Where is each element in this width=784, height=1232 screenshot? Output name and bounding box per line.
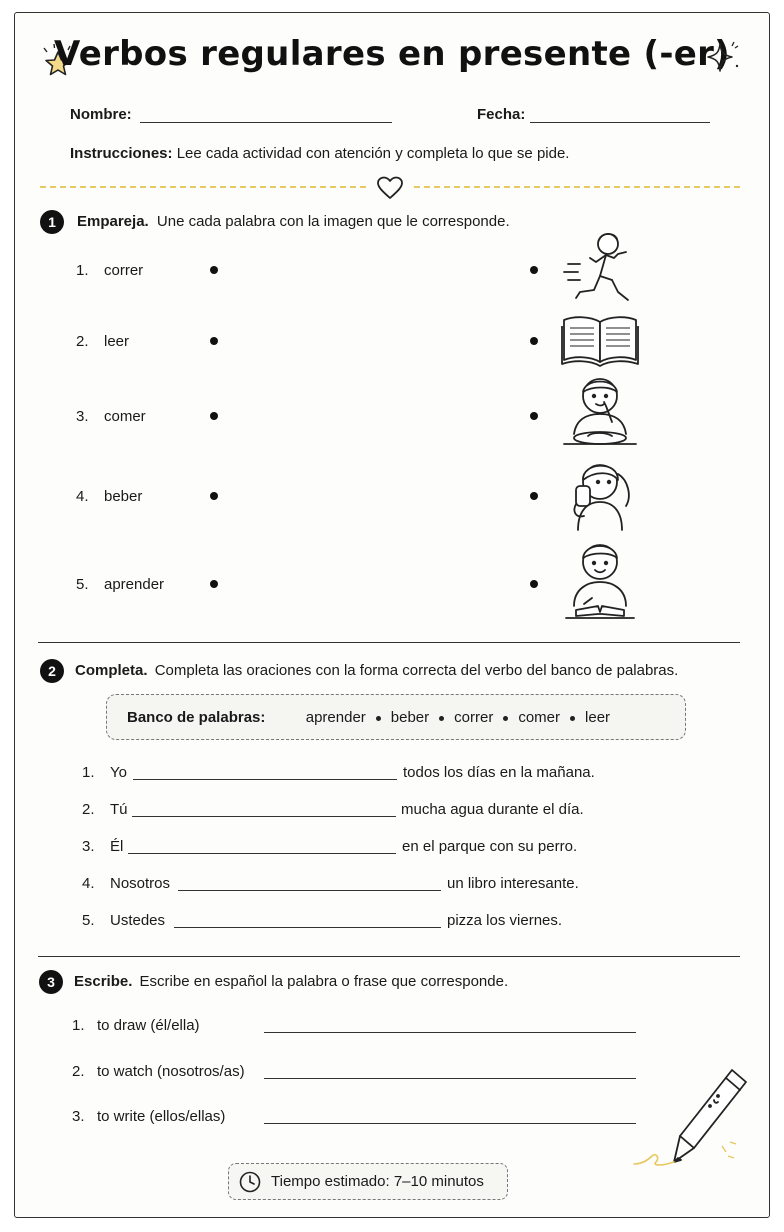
match-word-2: leer [104, 333, 130, 350]
match-dot-right-1[interactable] [530, 266, 538, 274]
word-bank-content [127, 709, 610, 726]
sentence-number-1: 1. [82, 764, 95, 781]
bullet [503, 716, 508, 721]
word-bank-word: aprender [305, 709, 366, 726]
translate-number-3: 3. [72, 1108, 85, 1125]
match-dot-right-5[interactable] [530, 580, 538, 588]
name-field[interactable] [140, 122, 392, 123]
translate-prompt-3: to write (ellos/ellas) [97, 1108, 226, 1125]
sentence-subject-1: Yo [110, 764, 127, 781]
sentence-blank-2[interactable] [132, 816, 396, 817]
date-label: Fecha: [477, 106, 526, 123]
running-boy-icon [562, 228, 638, 310]
match-word-5: aprender [104, 576, 165, 593]
section-1-heading [77, 213, 510, 230]
translate-prompt-2: to watch (nosotros/as) [97, 1063, 245, 1080]
section-2-number: 2 [40, 659, 64, 683]
pencil-icon [634, 1064, 758, 1174]
instructions-label: Instrucciones: [70, 145, 173, 162]
bullet [376, 716, 381, 721]
section-2-instruction: Completa las oraciones con la forma correcta del verbo del banco de palabras. [154, 662, 679, 679]
sentence-number-2: 2. [82, 801, 95, 818]
date-field[interactable] [530, 122, 710, 123]
sentence-subject-4: Nosotros [110, 875, 171, 892]
studying-boy-icon [562, 538, 638, 620]
sentence-number-5: 5. [82, 912, 95, 929]
sentence-blank-5[interactable] [174, 927, 441, 928]
match-dot-right-2[interactable] [530, 337, 538, 345]
sentence-subject-3: Él [110, 838, 124, 855]
match-dot-right-4[interactable] [530, 492, 538, 500]
match-dot-left-4[interactable] [210, 492, 218, 500]
match-number-2: 2. [76, 333, 89, 350]
translate-answer-3[interactable] [264, 1123, 636, 1124]
sparkle-icon [704, 38, 744, 78]
sentence-rest-3: en el parque con su perro. [402, 838, 578, 855]
match-dot-right-3[interactable] [530, 412, 538, 420]
eating-boy-icon [560, 372, 640, 448]
match-dot-left-5[interactable] [210, 580, 218, 588]
section-3-heading [74, 973, 508, 990]
word-bank [106, 694, 686, 740]
section-1-title: Empareja. [77, 213, 149, 230]
match-number-4: 4. [76, 488, 89, 505]
section-1-instruction: Une cada palabra con la imagen que le corresponde. [156, 213, 510, 230]
dashed-divider-right [414, 186, 740, 188]
sentence-blank-3[interactable] [128, 853, 396, 854]
sentence-subject-2: Tú [110, 801, 128, 818]
bullet [570, 716, 575, 721]
translate-answer-2[interactable] [264, 1078, 636, 1079]
bullet [439, 716, 444, 721]
section-3-number: 3 [39, 970, 63, 994]
instructions-text: Lee cada actividad con atención y completa lo que se pide. [176, 145, 570, 162]
drinking-girl-icon [562, 456, 638, 532]
match-word-3: comer [104, 408, 146, 425]
word-bank-word: leer [585, 709, 611, 726]
sentence-subject-5: Ustedes [110, 912, 166, 929]
word-bank-word: correr [454, 709, 494, 726]
match-dot-left-1[interactable] [210, 266, 218, 274]
match-number-3: 3. [76, 408, 89, 425]
section-2-heading [75, 662, 678, 679]
section-divider-1 [38, 642, 740, 643]
sentence-number-4: 4. [82, 875, 95, 892]
dashed-divider-left [40, 186, 366, 188]
match-dot-left-3[interactable] [210, 412, 218, 420]
section-3-instruction: Escribe en español la palabra o frase que corresponde. [139, 973, 509, 990]
sentence-rest-1: todos los días en la mañana. [403, 764, 595, 781]
sentence-blank-1[interactable] [133, 779, 397, 780]
translate-answer-1[interactable] [264, 1032, 636, 1033]
estimated-time-text: Tiempo estimado: 7–10 minutos [271, 1173, 484, 1190]
word-bank-word: beber [390, 709, 430, 726]
sentence-number-3: 3. [82, 838, 95, 855]
section-2-title: Completa. [75, 662, 148, 679]
name-label: Nombre: [70, 106, 132, 123]
open-book-icon [560, 314, 640, 368]
section-1-number: 1 [40, 210, 64, 234]
instructions [70, 145, 569, 162]
section-3-title: Escribe. [74, 973, 133, 990]
sentence-rest-4: un libro interesante. [447, 875, 579, 892]
clock-icon [239, 1171, 261, 1193]
sentence-rest-2: mucha agua durante el día. [401, 801, 584, 818]
page-title: Verbos regulares en presente (-er) [53, 34, 731, 74]
translate-number-2: 2. [72, 1063, 85, 1080]
translate-prompt-1: to draw (él/ella) [97, 1017, 200, 1034]
sentence-rest-5: pizza los viernes. [447, 912, 563, 929]
estimated-time-box [228, 1163, 508, 1200]
translate-number-1: 1. [72, 1017, 85, 1034]
match-dot-left-2[interactable] [210, 337, 218, 345]
section-divider-2 [38, 956, 740, 957]
word-bank-label: Banco de palabras: [127, 709, 266, 726]
heart-icon [376, 176, 404, 200]
match-word-1: correr [104, 262, 144, 279]
match-number-1: 1. [76, 262, 89, 279]
match-word-4: beber [104, 488, 143, 505]
match-number-5: 5. [76, 576, 89, 593]
word-bank-word: comer [518, 709, 561, 726]
sentence-blank-4[interactable] [178, 890, 441, 891]
